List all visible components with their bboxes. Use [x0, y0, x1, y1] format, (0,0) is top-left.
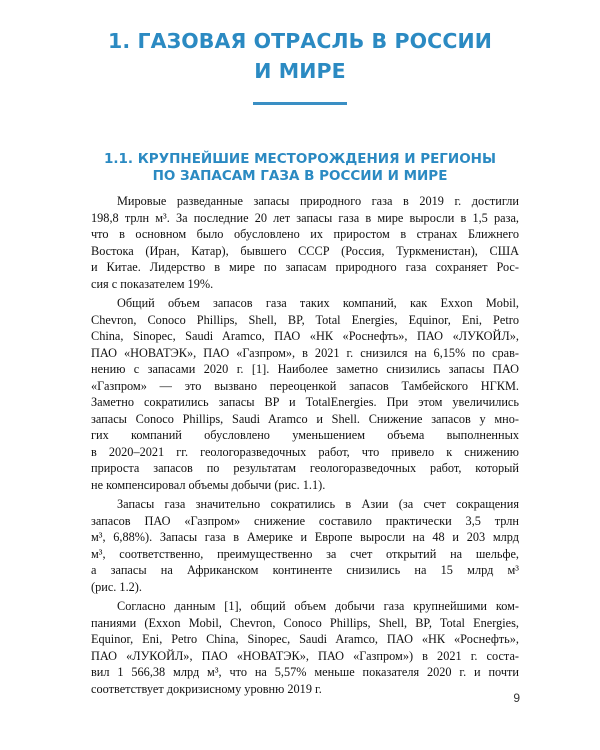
text-line: а запасы на Африканском континенте снизились на 15 млрд м³ — [91, 563, 519, 577]
text-line: в 2020–2021 гг. геологоразведочных работ, что привело к снижению — [91, 444, 519, 459]
text-line: не компенсировал объемы добычи (рис. 1.1). — [91, 477, 326, 492]
section-title-line: ПО ЗАПАСАМ ГАЗА В РОССИИ И МИРЕ — [152, 168, 448, 184]
text-line: (рис. 1.2). — [91, 579, 142, 594]
chapter-title — [60, 26, 540, 86]
paragraph — [91, 598, 519, 697]
text-line: м³, соответственно, преимущественно за счет открытий на шельфе, — [91, 546, 519, 561]
page-number: 9 — [513, 691, 520, 705]
text-line: ПАО «НОВАТЭК», ПАО «Газпром», в 2021 г. снизился на 6,15% по срав- — [91, 345, 519, 360]
text-line: запасов ПАО «Газпром» снижение составило практически 3,5 трлн — [91, 513, 519, 528]
text-line: м³, 6,88%). Запасы газа в Америке и Европе выросли на 48 и 203 млрд — [91, 530, 519, 544]
text-line: вил 1 566,38 млрд м³, что на 5,57% меньше показателя 2020 г. и почти — [91, 665, 519, 679]
text-line: Общий объем запасов газа таких компаний, как Exxon Mobil, — [117, 296, 519, 310]
chapter-title-line: 1. ГАЗОВАЯ ОТРАСЛЬ В РОССИИ — [108, 29, 492, 53]
text-line: «Газпром» — это вызвано переоценкой запасов Тамбейского НГКМ. — [91, 378, 519, 393]
text-line: Запасы газа значительно сократились в Азии (за счет сокращения — [117, 497, 519, 511]
text-line: 198,8 трлн м³. За последние 20 лет запасы газа в мире выросли в 1,5 раза, — [91, 210, 519, 225]
text-line: сия с показателем 19%. — [91, 276, 214, 291]
text-line: China, Sinopec, Saudi Aramco, ПАО «НК «Роснефть», ПАО «ЛУКОЙЛ», — [91, 329, 519, 343]
body-text — [91, 193, 519, 700]
paragraph — [91, 295, 519, 493]
paragraph — [91, 193, 519, 292]
chapter-title-line: И МИРЕ — [254, 59, 346, 83]
text-line: что в основном было обусловлено их приростом в странах Ближнего — [91, 227, 519, 241]
chapter-title-underline — [253, 102, 347, 105]
text-line: запасы Conoco Phillips, Saudi Aramco и Shell. Снижение запасов у мно- — [91, 411, 519, 426]
text-line: Chevron, Conoco Phillips, Shell, BP, Total Energies, Equinor, Eni, Petro — [91, 312, 519, 327]
section-title-line: 1.1. КРУПНЕЙШИЕ МЕСТОРОЖДЕНИЯ И РЕГИОНЫ — [104, 151, 496, 167]
text-line: и Китае. Лидерство в мире по запасам природного газа сохраняет Рос- — [91, 260, 519, 274]
text-line: прироста запасов по результатам геологоразведочных работ, который — [91, 461, 519, 475]
text-line: Востока (Иран, Катар), бывшего СССР (Россия, Туркменистан), США — [91, 243, 519, 258]
text-line: Equinor, Eni, Petro China, Sinopec, Saudi Aramco, ПАО «НК «Роснефть», — [91, 632, 519, 646]
text-line: Согласно данным [1], общий объем добычи газа крупнейшими ком- — [117, 599, 519, 613]
section-title — [50, 151, 550, 185]
paragraph — [91, 496, 519, 595]
text-line: соответствует докризисному уровню 2019 г. — [91, 681, 322, 696]
text-line: Заметно сократились запасы BP и TotalEnergies. При этом увеличились — [91, 395, 519, 409]
text-line: ПАО «ЛУКОЙЛ», ПАО «НОВАТЭК», ПАО «Газпром») в 2021 г. соста- — [91, 648, 519, 663]
text-line: гих компаний обусловлено уменьшением объема выполненных — [91, 428, 519, 442]
text-line: Мировые разведанные запасы природного газа в 2019 г. достигли — [117, 194, 519, 208]
text-line: паниями (Exxon Mobil, Chevron, Conoco Phillips, Shell, BP, Total Energies, — [91, 615, 519, 630]
text-line: нению с запасами 2020 г. [1]. Наиболее заметно снизились запасы ПАО — [91, 362, 519, 376]
